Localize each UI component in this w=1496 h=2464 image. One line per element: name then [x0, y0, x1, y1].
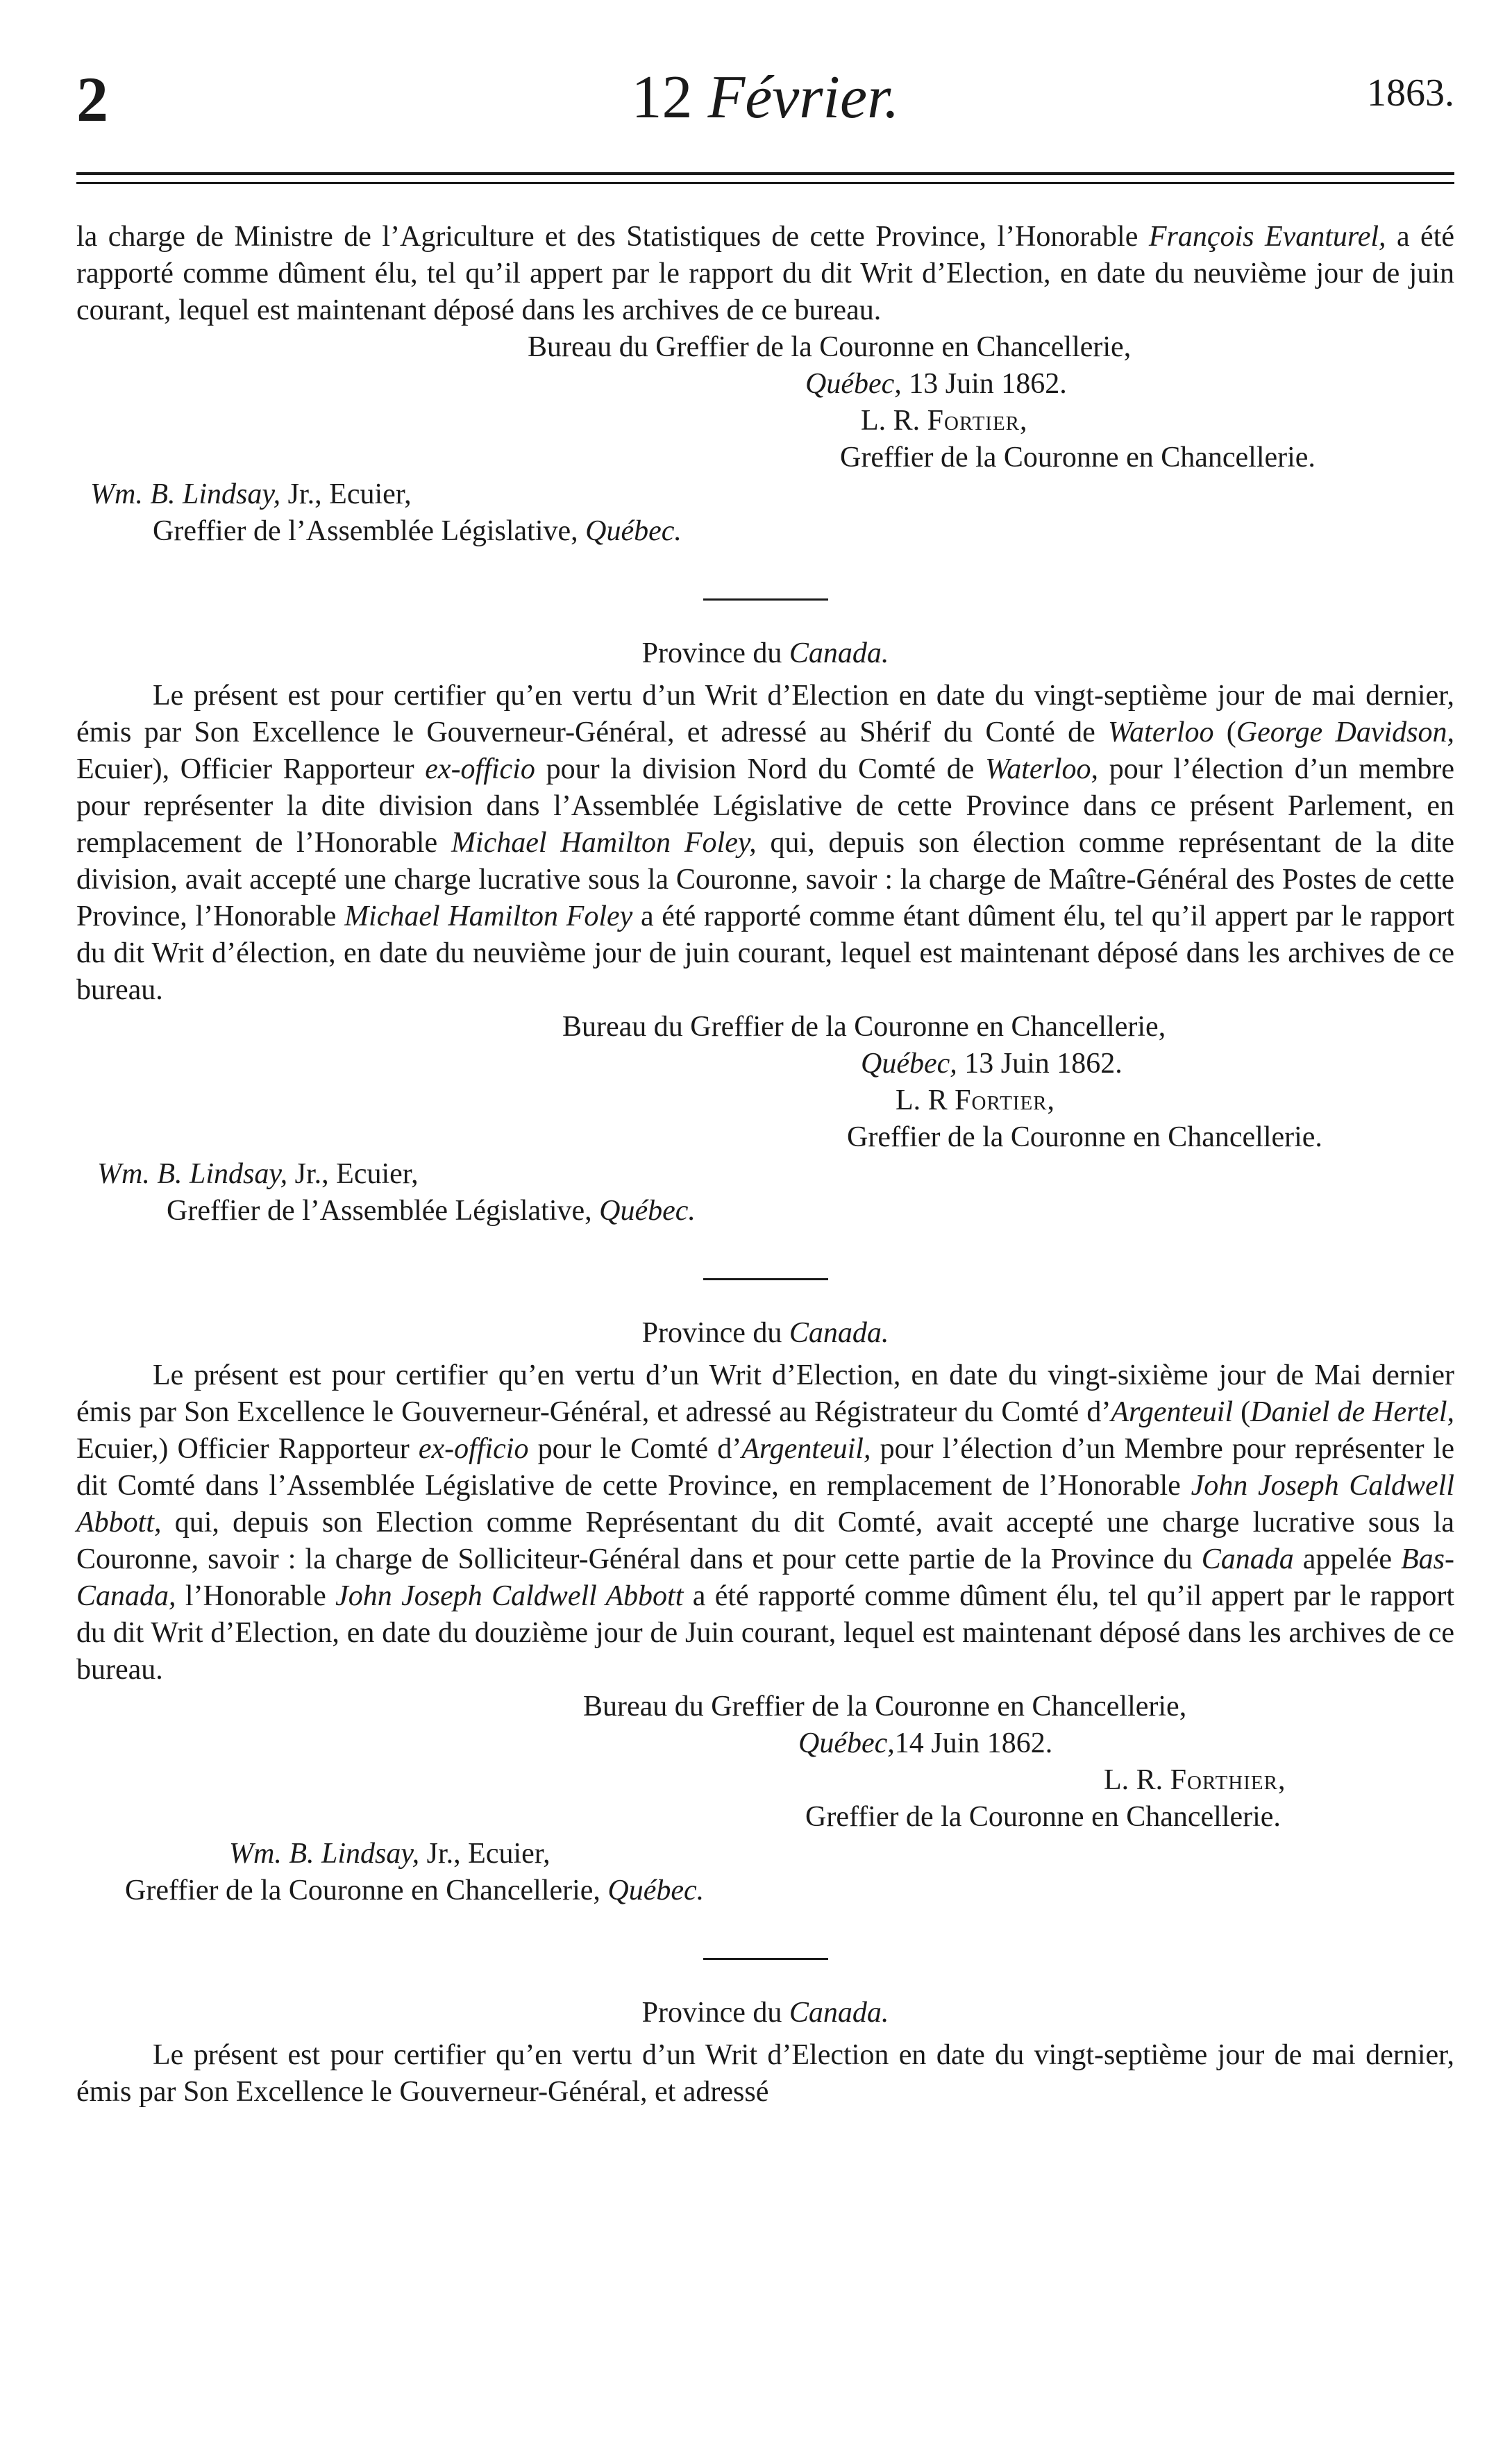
addressee-suffix: Jr., Ecuier, — [419, 1838, 551, 1870]
italic-run: Argenteuil — [1111, 1396, 1234, 1428]
office-line: Bureau du Greffier de la Couronne en Chancellerie, — [583, 1691, 1187, 1723]
text-run: Le présent est pour certifier qu’en vertu d’un Writ d’Election en date du vingt-septième jour de mai dernier, émis par Son Excellence le Gouverneur-Général, et adressé au Shérif du Conté de — [76, 680, 1454, 748]
italic-run: François Evanturel, — [1148, 221, 1386, 253]
date-value: 13 Juin 1862. — [957, 1048, 1123, 1080]
certificate-section — [76, 219, 1454, 550]
text-run: ( — [1213, 716, 1236, 748]
signer-initials: L. R. — [861, 405, 927, 437]
addressee-title: Greffier de la Couronne en Chancellerie, — [125, 1875, 608, 1906]
date-line — [76, 1046, 1454, 1082]
text-run: Ecuier,) Officier Rapporteur — [76, 1433, 419, 1465]
date-place: Québec, — [805, 368, 902, 400]
page-date — [76, 62, 1454, 133]
italic-run: Daniel de Hertel, — [1250, 1396, 1455, 1428]
province-heading — [76, 1315, 1454, 1352]
text-run: a été rapporté comme dûment élu, tel qu’il appert par le rapport du dit Writ d’Election, en date du neuvième jour de juin courant, lequel est maintenant déposé dans les archives de ce bureau. — [76, 221, 1455, 326]
signer-line — [76, 403, 1454, 439]
text-run: a été rapporté comme étant dûment élu, tel qu’il appert par le rapport du dit Writ d’élection, en date du neuvième jour de juin courant, lequel est maintenant déposé dans les archives de ce bureau. — [76, 900, 1454, 1006]
certificate-section — [76, 635, 1454, 1230]
page-date-month: Février. — [707, 64, 900, 131]
date-value: 13 Juin 1862. — [901, 368, 1067, 400]
office-line: Bureau du Greffier de la Couronne en Chancellerie, — [528, 331, 1132, 363]
addressee-city: Québec. — [585, 515, 682, 547]
italic-run: ex-officio — [425, 753, 535, 785]
province-heading — [76, 635, 1454, 672]
italic-run: Argenteuil, — [741, 1433, 871, 1465]
certificate-section — [76, 1995, 1454, 2111]
addressee-name: Wm. B. Lindsay, — [97, 1158, 288, 1190]
addressee-title-line — [76, 1872, 1454, 1909]
section-separator — [703, 1958, 828, 1960]
page-number: 2 — [76, 64, 108, 135]
text-run: qui, depuis son élection comme représentant de la dite division, avait accepté une charge lucrative sous la Couronne, savoir : la charge de Maître-Général des Postes de cette Province, l’Honorable — [76, 827, 1455, 932]
addressee-title-line — [76, 1193, 1454, 1230]
date-place: Québec, — [861, 1048, 957, 1080]
italic-run: Michael Hamilton Foley, — [451, 827, 757, 859]
italic-run: Waterloo — [1108, 716, 1214, 748]
section-separator — [703, 598, 828, 601]
italic-run: George Davidson, — [1236, 716, 1454, 748]
text-run: a été rapporté comme dûment élu, tel qu’il appert par le rapport du dit Writ d’Election, en date du douzième jour de Juin courant, lequel est maintenant déposé dans les archives de ce bureau. — [76, 1580, 1454, 1686]
date-line — [76, 1725, 1454, 1762]
date-place: Québec, — [798, 1727, 895, 1759]
header-rule-top — [76, 172, 1454, 175]
addressee-name: Wm. B. Lindsay, — [90, 478, 281, 510]
signer-initials: L. R. — [1104, 1764, 1170, 1796]
certificate-paragraph — [76, 2037, 1454, 2111]
page-header — [76, 62, 1454, 139]
text-run: pour la division Nord du Comté de — [535, 753, 986, 785]
province-name: Canada. — [789, 637, 889, 669]
italic-run: Canada — [1201, 1543, 1294, 1575]
certificate-paragraph — [76, 678, 1454, 1009]
italic-run: Bas-Canada, — [76, 1543, 1454, 1612]
document-body — [76, 219, 1454, 2111]
text-run: pour l’élection d’un membre pour représenter la dite division dans l’Assemblée Législative de cette Province dans ce présent Parlement, en remplacement de l’Honorable — [76, 753, 1455, 859]
province-label: Province du — [641, 637, 789, 669]
addressee-title: Greffier de l’Assemblée Législative, — [167, 1195, 600, 1227]
section-separator — [703, 1278, 828, 1280]
addressee-suffix: Jr., Ecuier, — [280, 478, 412, 510]
province-name: Canada. — [789, 1317, 889, 1349]
signer-line — [76, 1762, 1454, 1799]
italic-run: John Joseph Caldwell Abbott, — [76, 1470, 1454, 1539]
addressee-line — [76, 1836, 1454, 1872]
text-run: l’Honorable — [176, 1580, 336, 1612]
province-heading — [76, 1995, 1454, 2031]
italic-run: Michael Hamilton Foley — [344, 900, 633, 932]
addressee-line — [76, 1156, 1454, 1193]
text-run: Le présent est pour certifier qu’en vertu d’un Writ d’Election en date du vingt-septième jour de mai dernier, émis par Son Excellence le Gouverneur-Général, et adressé — [76, 2039, 1454, 2108]
signer-surname: Forthier, — [1170, 1764, 1286, 1796]
addressee-name: Wm. B. Lindsay, — [229, 1838, 420, 1870]
italic-run: John Joseph Caldwell Abbott — [335, 1580, 684, 1612]
addressee-title-line — [76, 513, 1454, 550]
text-run: appelée — [1293, 1543, 1401, 1575]
text-run: ( — [1233, 1396, 1251, 1428]
italic-run: Waterloo, — [985, 753, 1099, 785]
certificate-section — [76, 1315, 1454, 1909]
italic-run: ex-officio — [418, 1433, 529, 1465]
page-date-day: 12 — [631, 64, 693, 131]
text-run: pour le Comté d’ — [528, 1433, 742, 1465]
signer-line — [76, 1082, 1454, 1119]
text-run: Ecuier), Officier Rapporteur — [76, 753, 426, 785]
province-label: Province du — [641, 1997, 789, 2029]
addressee-city: Québec. — [599, 1195, 696, 1227]
addressee-city: Québec. — [607, 1875, 705, 1906]
signer-surname: Fortier, — [927, 405, 1028, 437]
signer-surname: Fortier, — [955, 1084, 1056, 1116]
signer-title: Greffier de la Couronne en Chancellerie. — [840, 442, 1316, 473]
text-run: la charge de Ministre de l’Agriculture et des Statistiques de cette Province, l’Honorable — [76, 221, 1149, 253]
header-rule-bottom — [76, 182, 1454, 184]
addressee-title: Greffier de l’Assemblée Législative, — [153, 515, 586, 547]
certificate-paragraph — [76, 219, 1454, 329]
province-label: Province du — [641, 1317, 789, 1349]
signer-title: Greffier de la Couronne en Chancellerie. — [847, 1121, 1322, 1153]
text-run: qui, depuis son Election comme Représentant du dit Comté, avait accepté une charge lucrative sous la Couronne, savoir : la charge de Solliciteur-Général dans et pour cette partie de la Province du — [76, 1507, 1454, 1575]
addressee-suffix: Jr., Ecuier, — [287, 1158, 419, 1190]
text-run: pour l’élection d’un Membre pour représenter le dit Comté dans l’Assemblée Législative de cette Province, en remplacement de l’Honorable — [76, 1433, 1454, 1502]
province-name: Canada. — [789, 1997, 889, 2029]
addressee-line — [76, 476, 1454, 513]
date-line — [76, 366, 1454, 403]
text-run: Le présent est pour certifier qu’en vertu d’un Writ d’Election, en date du vingt-sixième jour de Mai dernier émis par Son Excellence le Gouverneur-Général, et adressé au Régistrateur du Comté d’ — [76, 1359, 1454, 1428]
date-value: 14 Juin 1862. — [894, 1727, 1053, 1759]
certificate-paragraph — [76, 1357, 1454, 1688]
page-year: 1863. — [1367, 72, 1454, 115]
office-line: Bureau du Greffier de la Couronne en Chancellerie, — [562, 1011, 1166, 1043]
signer-initials: L. R — [896, 1084, 955, 1116]
signer-title: Greffier de la Couronne en Chancellerie. — [805, 1801, 1281, 1833]
